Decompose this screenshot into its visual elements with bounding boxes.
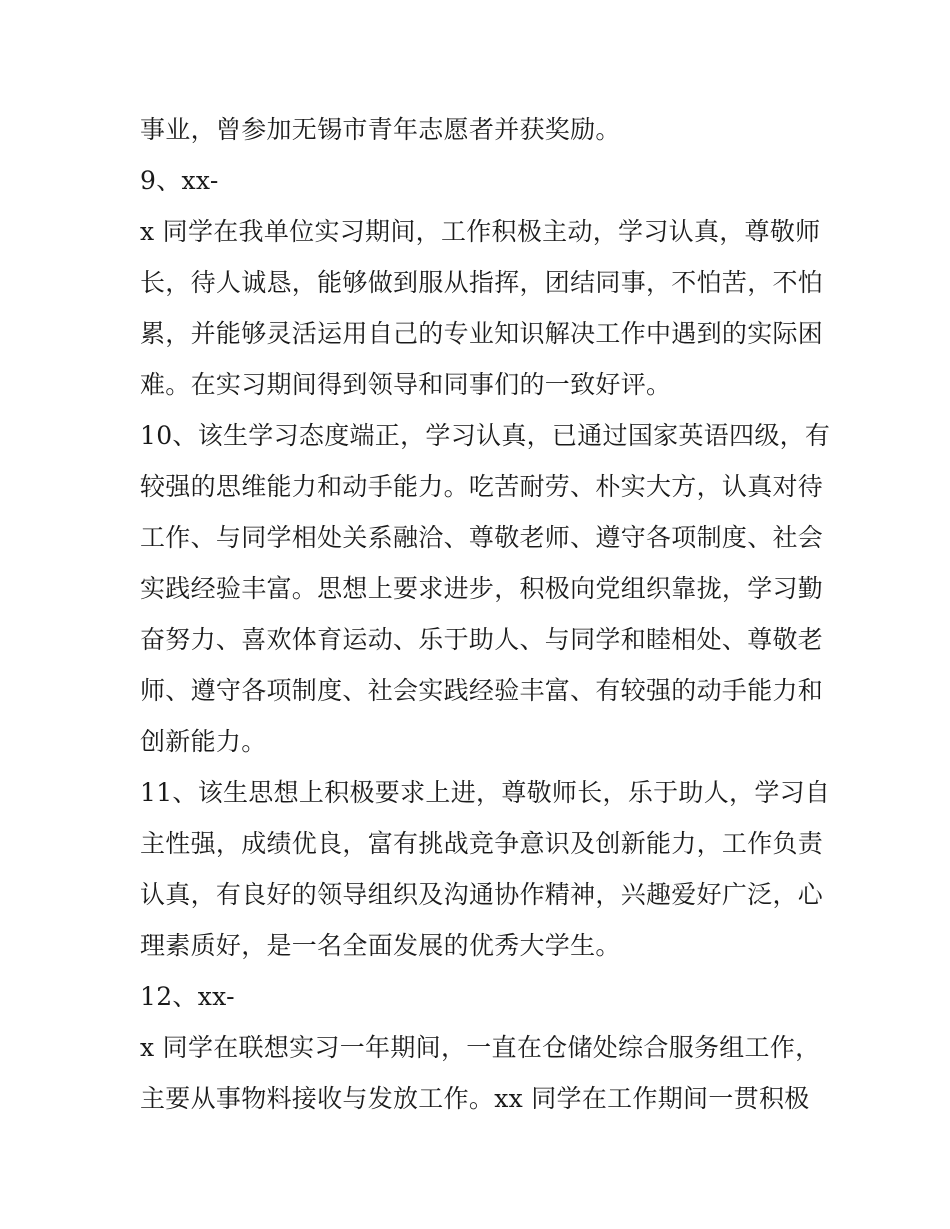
text-line: 主性强，成绩优良，富有挑战竞争意识及创新能力，工作负责 xyxy=(140,829,824,858)
text-line: 事业，曾参加无锡市青年志愿者并获奖励。 xyxy=(140,115,621,144)
text-line: 工作、与同学相处关系融洽、尊敬老师、遵守各项制度、社会 xyxy=(140,523,824,552)
text-line: 11、该生思想上积极要求上进，尊敬师长，乐于助人，学习自 xyxy=(140,778,831,807)
text-line: 主要从事物料接收与发放工作。xx 同学在工作期间一贯积极 xyxy=(140,1084,810,1113)
text-line: 奋努力、喜欢体育运动、乐于助人、与同学和睦相处、尊敬老 xyxy=(140,625,824,654)
document-body xyxy=(140,104,831,1124)
text-line: 10、该生学习态度端正，学习认真，已通过国家英语四级，有 xyxy=(140,421,831,450)
text-line: 12、xx- xyxy=(140,982,235,1011)
text-line: 9、xx- xyxy=(140,166,219,195)
text-line: 认真，有良好的领导组织及沟通协作精神，兴趣爱好广泛，心 xyxy=(140,880,824,909)
text-line: 长，待人诚恳，能够做到服从指挥，团结同事，不怕苦，不怕 xyxy=(140,268,824,297)
text-line: x 同学在我单位实习期间，工作积极主动，学习认真，尊敬师 xyxy=(140,217,821,246)
text-line: 理素质好，是一名全面发展的优秀大学生。 xyxy=(140,931,621,960)
text-line: 实践经验丰富。思想上要求进步，积极向党组织靠拢，学习勤 xyxy=(140,574,824,603)
text-line: 师、遵守各项制度、社会实践经验丰富、有较强的动手能力和 xyxy=(140,676,824,705)
text-line: 难。在实习期间得到领导和同事们的一致好评。 xyxy=(140,370,672,399)
text-line: 累，并能够灵活运用自己的专业知识解决工作中遇到的实际困 xyxy=(140,319,824,348)
text-line: 创新能力。 xyxy=(140,727,267,756)
text-line: 较强的思维能力和动手能力。吃苦耐劳、朴实大方，认真对待 xyxy=(140,472,824,501)
text-line: x 同学在联想实习一年期间，一直在仓储处综合服务组工作， xyxy=(140,1033,821,1062)
